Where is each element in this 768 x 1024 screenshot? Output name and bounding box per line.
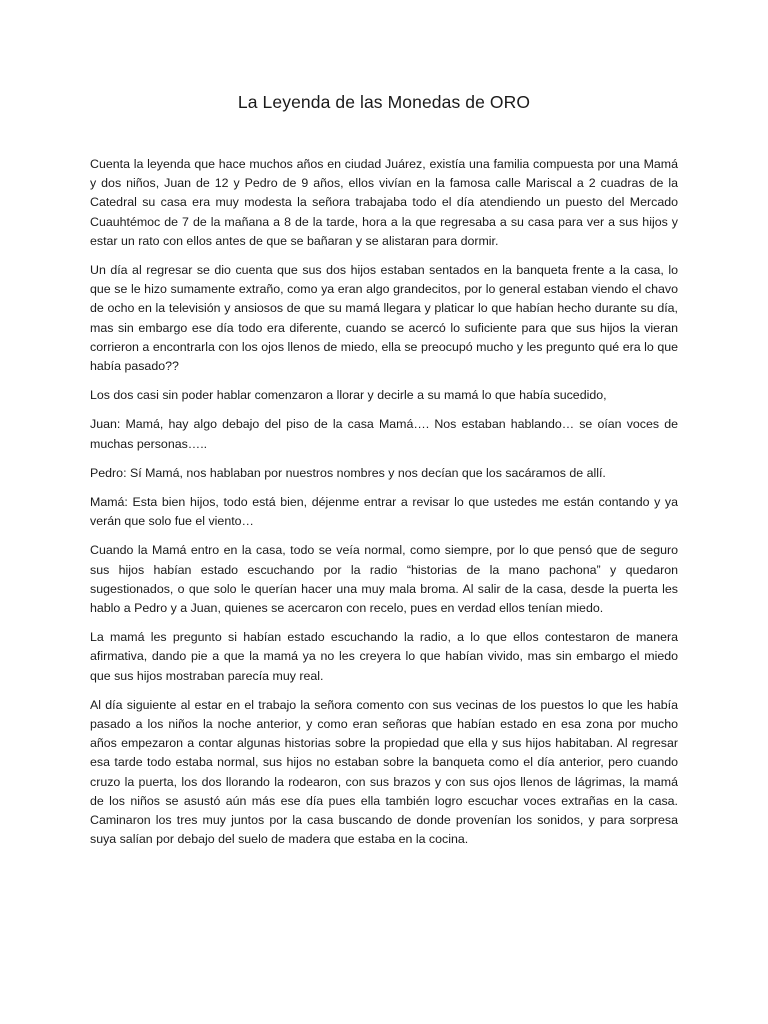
paragraph-1: Cuenta la leyenda que hace muchos años en ciudad Juárez, existía una familia compuesta por una Mamá y dos niños, Juan de 12 y Pedro de 9 años, ellos vivían en la famosa calle Mariscal a 2 cuadras de la Catedral su casa era muy modesta la señora trabajaba todo el día atendiendo un puesto del Mercado Cuauhtémoc de 7 de la mañana a 8 de la tarde, hora a la que regresaba a su casa para ver a sus hijos y estar un rato con ellos antes de que se bañaran y se alistaran para dormir. [90,157,678,248]
paragraph-9: Al día siguiente al estar en el trabajo la señora comento con sus vecinas de los puestos lo que les había pasado a los niños la noche anterior, y como eran señoras que habían estado en esa zona por mucho años empezaron a contar algunas historias sobre la propiedad que ella y sus hijos habitaban. Al regresar esa tarde todo estaba normal, sus hijos no estaban sobre la banqueta como el día anterior, pero cuando cruzo la puerta, los dos llorando la rodearon, con sus brazos y con sus ojos llenos de lágrimas, la mamá de los niños se asustó aún más ese día pues ella también logro escuchar voces extrañas en la casa. Caminaron los tres muy juntos por la casa buscando de donde provenían los sonidos, y para sorpresa suya salían por debajo del suelo de madera que estaba en la cocina. [90,697,678,847]
paragraph-2: Un día al regresar se dio cuenta que sus dos hijos estaban sentados en la banqueta frente a la casa, lo que se le hizo sumamente extraño, como ya eran algo grandecitos, por lo general estaban viendo el chavo de ocho en la televisión y ansiosos de que su mamá llegara y platicar lo que habían hecho durante su día, mas sin embargo ese día todo era diferente, cuando se acercó lo suficiente para que sus hijos la vieran corrieron a encontrarla con los ojos llenos de miedo, ella se preocupó mucho y les pregunto qué era lo que había pasado?? [90,263,678,374]
paragraph-5-dialogue-pedro: Pedro: Sí Mamá, nos hablaban por nuestros nombres y nos decían que los sacáramos de allí. [90,465,606,480]
paragraph-7: Cuando la Mamá entro en la casa, todo se veía normal, como siempre, por lo que pensó que de seguro sus hijos habían estado escuchando por la radio “historias de la mano pachona” y quedaron sugestionados, o que solo le querían hacer una muy mala broma. Al salir de la casa, desde la puerta les hablo a Pedro y a Juan, quienes se acercaron con recelo, pues en verdad ellos tenían miedo. [90,543,678,616]
paragraph-8: La mamá les pregunto si habían estado escuchando la radio, a lo que ellos contestaron de manera afirmativa, dando pie a que la mamá ya no les creyera lo que habían vivido, mas sin embargo el miedo que sus hijos mostraban parecía muy real. [90,630,678,683]
document-body [90,155,678,850]
paragraph-6-dialogue-mama: Mamá: Esta bien hijos, todo está bien, déjenme entrar a revisar lo que ustedes me están contando y ya verán que solo fue el viento… [90,495,678,529]
paragraph-4-dialogue-juan: Juan: Mamá, hay algo debajo del piso de la casa Mamá…. Nos estaban hablando… se oían voces de muchas personas….. [90,417,678,451]
paragraph-3: Los dos casi sin poder hablar comenzaron a llorar y decirle a su mamá lo que había sucedido, [90,388,607,403]
document-title: La Leyenda de las Monedas de ORO [237,92,531,112]
